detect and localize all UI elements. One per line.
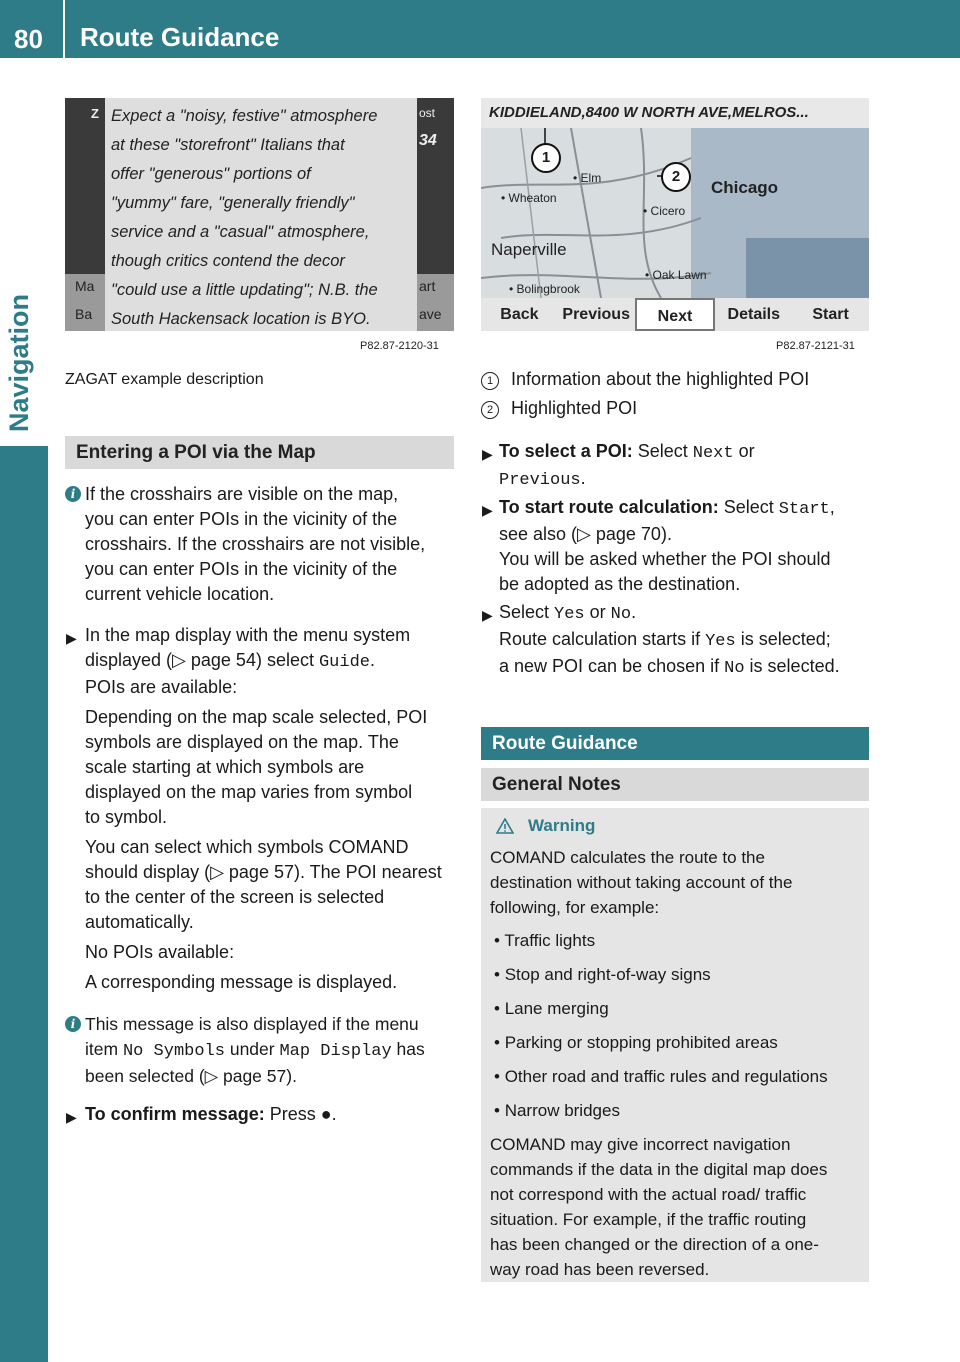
zagat-line: Expect a "noisy, festive" atmosphere (111, 107, 378, 125)
section-heading: Entering a POI via the Map (65, 436, 454, 469)
legend-item: Highlighted POI (511, 398, 638, 418)
zagat-line: "could use a little updating"; N.B. the (111, 281, 378, 299)
zagat-line: though critics contend the decor (111, 252, 345, 270)
step-confirm: To confirm message: Press ●. (85, 1104, 337, 1124)
map-place-label: Naperville (491, 240, 567, 259)
info-icon: i (65, 486, 81, 502)
step-arrow-icon: ▶ (482, 446, 493, 462)
step-select-poi: To select a POI: Select Next or Previous. (499, 441, 755, 490)
map-place-label: Chicago (711, 178, 779, 197)
step-arrow-icon: ▶ (66, 1109, 77, 1125)
previous-button[interactable]: Previous (562, 306, 630, 323)
warning-triangle-icon (496, 818, 514, 834)
next-button[interactable]: Next (635, 298, 716, 331)
map-screenshot (481, 98, 869, 331)
step-yes-no: Select Yes or No. Route calculation starts if Yes is selected; a new POI can be chosen if No is selected. (499, 602, 840, 678)
page-title: Route Guidance (80, 22, 280, 52)
legend-number-1: 1 (481, 372, 499, 390)
zagat-screenshot (65, 98, 454, 331)
zagat-line: offer "generous" portions of (111, 165, 311, 183)
callout-1: 1 (531, 143, 561, 173)
map-place-label: • Wheaton (501, 191, 557, 205)
step-arrow-icon: ▶ (482, 502, 493, 518)
figure-code: P82.87-2121-31 (776, 340, 855, 352)
map-place-label: • Elm (573, 171, 602, 185)
map-place-label: • Oak Lawn (645, 268, 707, 282)
stub-text: 34 (419, 132, 437, 149)
back-button[interactable]: Back (500, 306, 539, 323)
step-guide: In the map display with the menu system displayed (▷ page 54) select Guide. POIs are available: Depending on the map scale selected, POI symbols are displayed on the map. The scale starting at which symbols are displayed on the map varies from symbol to symbol. You can select which symbols COMAND should display (▷ page 57). The POI nearest to the center of the screen is selected automatically. No POIs available: A corresponding message is displayed. (85, 625, 442, 992)
section-heading-general-notes: General Notes (481, 768, 869, 801)
stub-text: art (419, 278, 436, 294)
map-softkey-bar (481, 298, 869, 331)
figure-caption: ZAGAT example description (65, 371, 264, 388)
legend-number-2: 2 (481, 401, 499, 419)
start-button[interactable]: Start (812, 306, 849, 323)
page-number: 80 (14, 24, 43, 54)
zagat-line: at these "storefront" Italians that (111, 136, 345, 154)
zagat-line: South Hackensack location is BYO. (111, 310, 371, 328)
stub-text: Ba (75, 306, 93, 322)
details-button[interactable]: Details (727, 306, 781, 323)
side-tab-label (4, 392, 35, 432)
header-divider (63, 0, 65, 58)
step-arrow-icon: ▶ (66, 630, 77, 646)
zagat-line: "yummy" fare, "generally friendly" (111, 194, 355, 212)
stub-text: Ma (75, 278, 95, 294)
zagat-description (105, 98, 417, 331)
map-poi-title: KIDDIELAND,8400 W NORTH AVE,MELROS... (481, 98, 869, 128)
step-start-route: To start route calculation: Select Start, see also (▷ page 70). You will be asked whether the POI should be adopted as the destination. (499, 497, 835, 594)
legend-item: Information about the highlighted POI (511, 369, 810, 389)
warning-title: Warning (528, 816, 596, 835)
step-arrow-icon: ▶ (482, 607, 493, 623)
zagat-line: service and a "casual" atmosphere, (111, 223, 370, 241)
figure-code: P82.87-2120-31 (360, 340, 439, 352)
side-tab-gap (0, 58, 48, 226)
map-place-label: • Cicero (643, 204, 686, 218)
callout-2: 2 (661, 162, 691, 192)
section-heading-route-guidance: Route Guidance (481, 727, 869, 760)
stub-text: Z (91, 106, 99, 121)
info-note: This message is also displayed if the menu item No Symbols under Map Display has been selected (▷ page 57). (85, 1014, 425, 1086)
warning-text: COMAND calculates the route to the destination without taking account of the following, for example: • Traffic lights • Stop and right-of-way signs • Lane merging • Parking or stopping prohibited areas • Other road and traffic rules and regulations • Narrow bridges COMAND may give incorrect navigation commands if the data in the digital map does not correspond with the actual road/ traffic situation. For example, if the traffic routing has been changed or the direction of a one- way road has been reversed. (490, 848, 828, 1279)
stub-right-top (417, 98, 454, 158)
stub-text: ost (419, 106, 436, 120)
info-note: If the crosshairs are visible on the map, you can enter POIs in the vicinity of the crosshairs. If the crosshairs are not visible, you can enter POIs in the vicinity of the current vehicle location. (85, 484, 426, 604)
map-place-label: • Bolingbrook (509, 282, 580, 296)
stub-text: ave (419, 306, 442, 322)
info-icon: i (65, 1016, 81, 1032)
